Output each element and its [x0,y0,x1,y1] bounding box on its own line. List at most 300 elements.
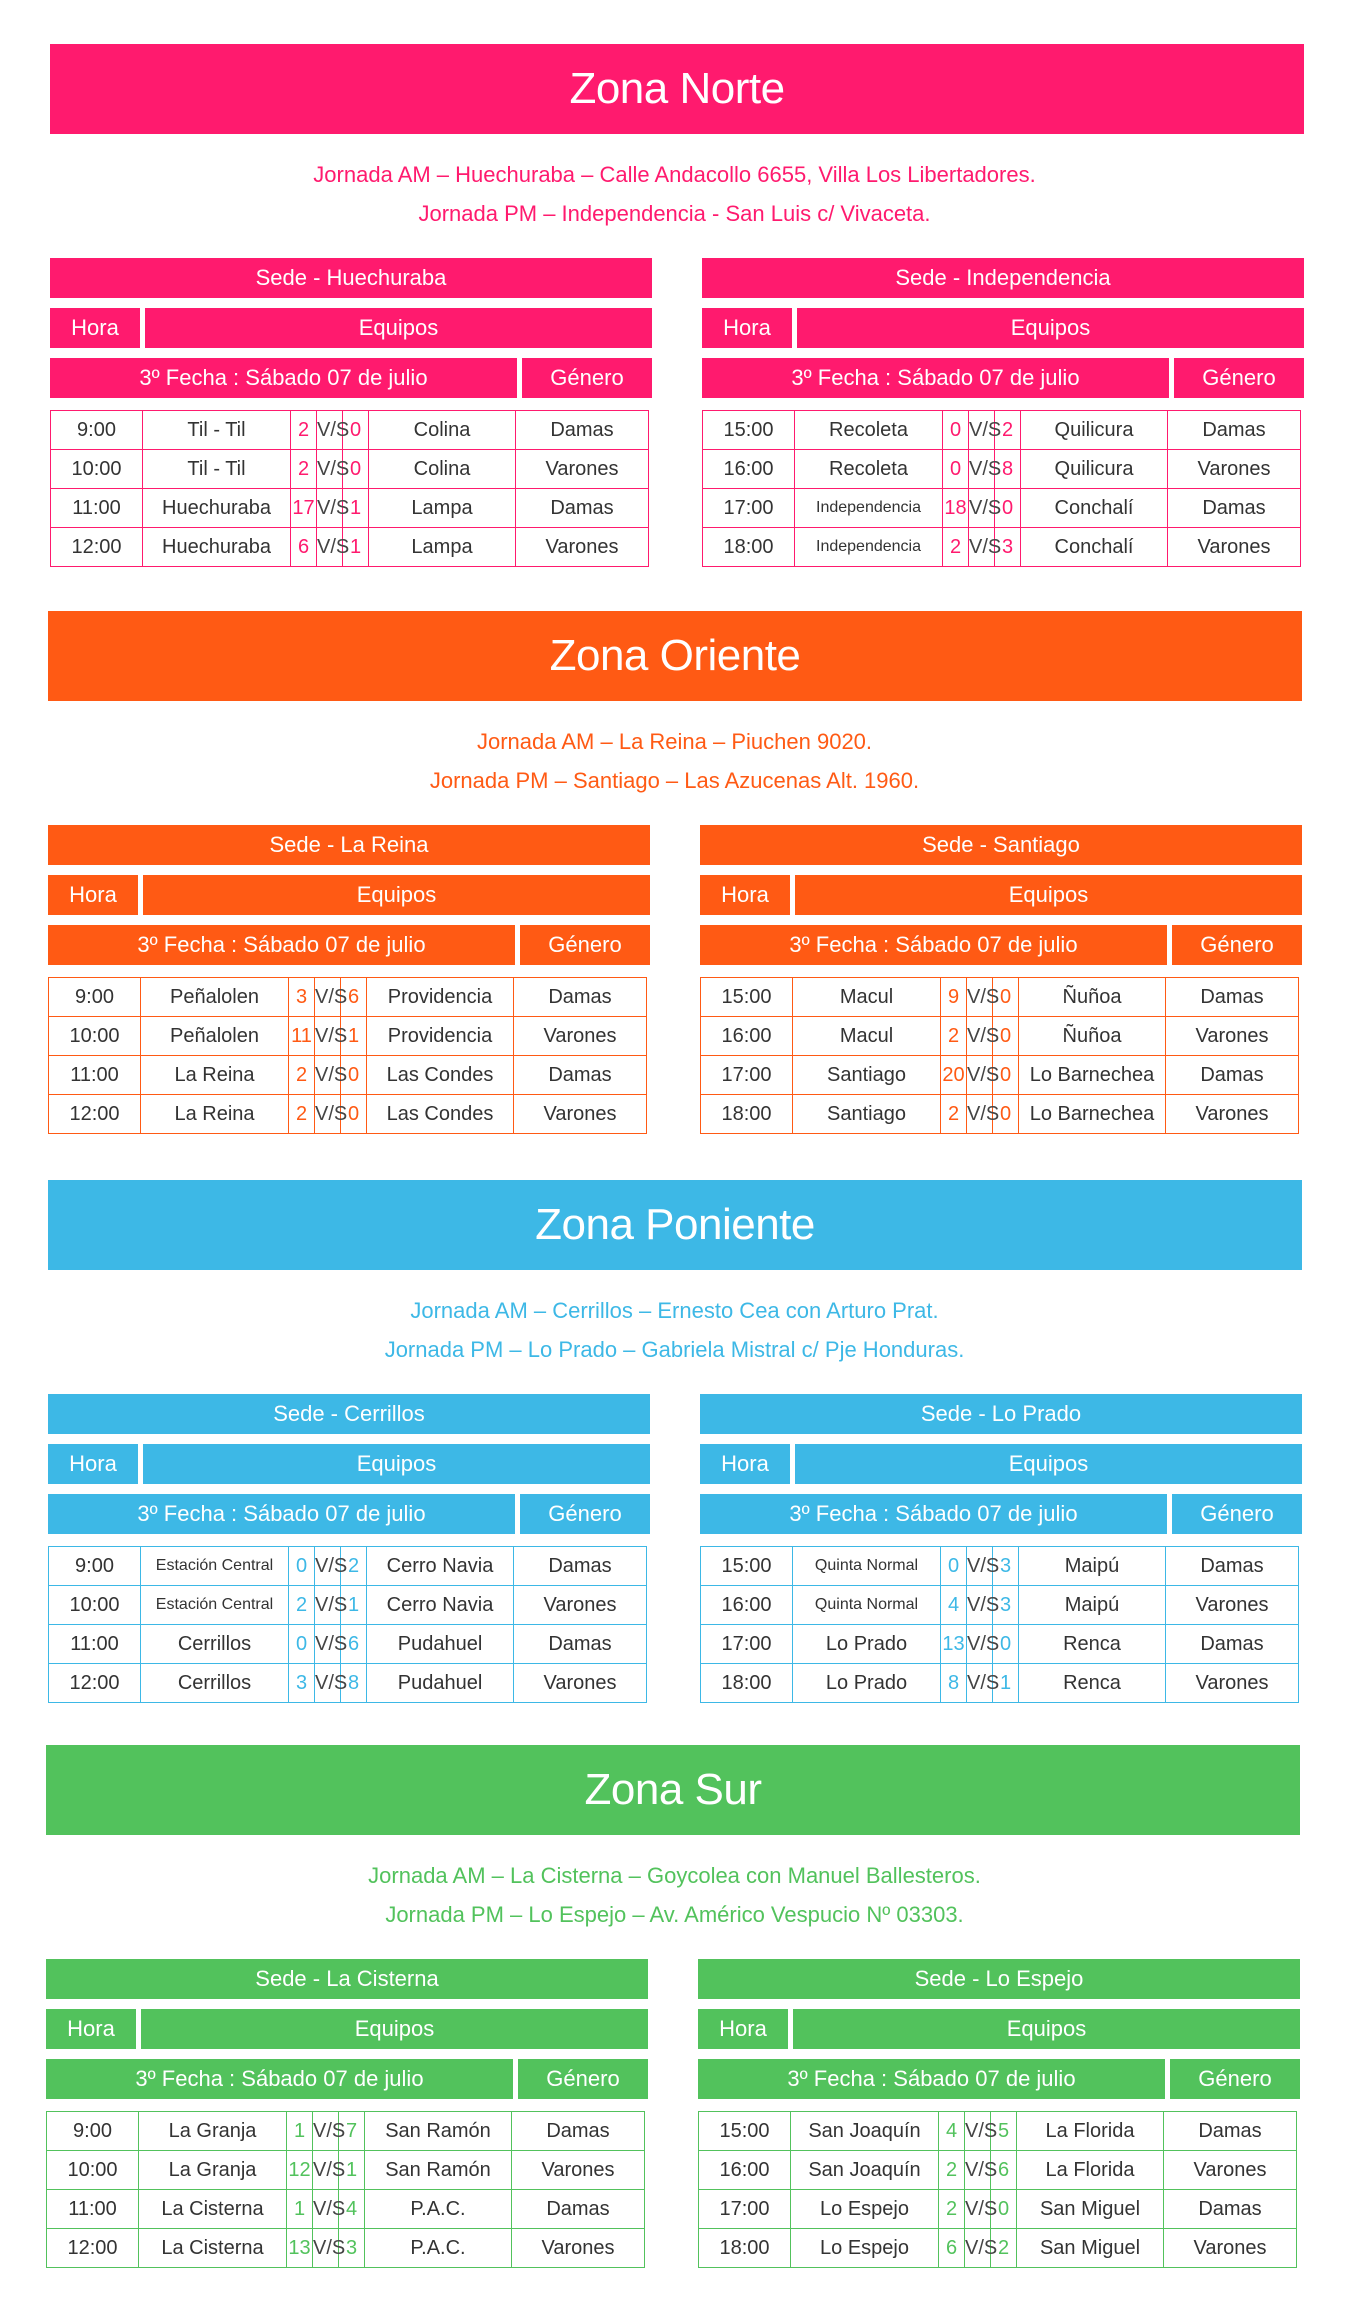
genero-cell: Damas [512,2112,645,2151]
local-score-cell: 0 [943,450,969,489]
hora-cell: 11:00 [51,489,143,528]
visit-score-cell: 6 [341,978,367,1017]
visit-score-cell: 2 [995,411,1021,450]
visit-team-cell: Conchalí [1021,528,1168,567]
sede-block [50,258,652,568]
hora-cell: 9:00 [49,1547,141,1586]
visit-team-cell: Colina [369,411,516,450]
genero-header: Género [1174,358,1304,398]
games-table [700,977,1299,1134]
local-score-cell: 2 [289,1056,315,1095]
games-table [48,977,647,1134]
visit-score-cell: 8 [341,1664,367,1703]
local-team-cell: La Granja [139,2112,287,2151]
genero-header: Género [522,358,652,398]
table-row [699,2151,1297,2190]
sede-block [702,258,1304,568]
versus-cell: V/S [315,1586,341,1625]
genero-cell: Varones [1164,2229,1297,2268]
equipos-header: Equipos [143,1444,650,1484]
sede-title: Sede - Independencia [702,258,1304,298]
local-team-cell: Huechuraba [143,528,291,567]
hora-header: Hora [702,308,792,348]
genero-cell: Varones [1168,528,1301,567]
fecha-header: 3º Fecha : Sábado 07 de julio [700,925,1167,965]
jornada-am: Jornada AM – Huechuraba – Calle Andacollo 6655, Villa Los Libertadores. [313,162,1036,187]
sede-title: Sede - La Cisterna [46,1959,648,1999]
genero-header: Género [1172,925,1302,965]
hora-header: Hora [698,2009,788,2049]
local-score-cell: 13 [941,1625,967,1664]
genero-cell: Varones [516,450,649,489]
visit-score-cell: 1 [993,1664,1019,1703]
genero-cell: Varones [516,528,649,567]
versus-cell: V/S [317,411,343,450]
jornada-pm: Jornada PM – Lo Prado – Gabriela Mistral c/ Pje Honduras. [384,1337,965,1362]
visit-team-cell: San Ramón [365,2112,512,2151]
hora-cell: 18:00 [701,1095,793,1134]
hora-cell: 15:00 [701,978,793,1017]
genero-header: Género [520,1494,650,1534]
genero-cell: Damas [1166,1547,1299,1586]
local-score-cell: 0 [941,1547,967,1586]
games-table [702,410,1301,567]
sede-title: Sede - La Reina [48,825,650,865]
local-team-cell: Lo Prado [793,1664,941,1703]
hora-cell: 17:00 [699,2190,791,2229]
local-team-cell: Macul [793,978,941,1017]
hora-cell: 18:00 [701,1664,793,1703]
visit-score-cell: 3 [995,528,1021,567]
sede-block [46,1959,648,2269]
table-row [699,2190,1297,2229]
local-team-cell: San Joaquín [791,2112,939,2151]
local-team-cell: La Cisterna [139,2229,287,2268]
local-team-cell: Til - Til [143,411,291,450]
local-team-cell: Lo Espejo [791,2190,939,2229]
jornada-pm: Jornada PM – Lo Espejo – Av. Américo Vespucio Nº 03303. [385,1902,964,1927]
zone-title: Zona Norte [50,44,1304,134]
sede-title: Sede - Huechuraba [50,258,652,298]
local-score-cell: 2 [941,1017,967,1056]
visit-team-cell: Providencia [367,1017,514,1056]
visit-score-cell: 6 [991,2151,1017,2190]
visit-team-cell: Lo Barnechea [1019,1095,1166,1134]
table-row [49,1586,647,1625]
genero-cell: Varones [512,2229,645,2268]
genero-cell: Varones [1164,2151,1297,2190]
visit-score-cell: 0 [995,489,1021,528]
games-table [48,1546,647,1703]
visit-team-cell: Renca [1019,1625,1166,1664]
hora-cell: 15:00 [699,2112,791,2151]
visit-team-cell: Ñuñoa [1019,1017,1166,1056]
hora-cell: 12:00 [51,528,143,567]
versus-cell: V/S [315,1625,341,1664]
genero-header: Género [520,925,650,965]
visit-score-cell: 0 [993,1625,1019,1664]
genero-header: Género [1172,1494,1302,1534]
versus-cell: V/S [313,2151,339,2190]
visit-score-cell: 0 [993,1095,1019,1134]
visit-team-cell: Quilicura [1021,450,1168,489]
table-row [49,1625,647,1664]
hora-cell: 16:00 [699,2151,791,2190]
visit-score-cell: 6 [341,1625,367,1664]
visit-team-cell: La Florida [1017,2151,1164,2190]
hora-cell: 11:00 [49,1625,141,1664]
visit-team-cell: Cerro Navia [367,1547,514,1586]
local-team-cell: Cerrillos [141,1664,289,1703]
local-score-cell: 6 [291,528,317,567]
table-row [49,1664,647,1703]
visit-team-cell: La Florida [1017,2112,1164,2151]
genero-cell: Damas [516,411,649,450]
genero-cell: Damas [1168,411,1301,450]
visit-score-cell: 7 [339,2112,365,2151]
visit-team-cell: Maipú [1019,1586,1166,1625]
local-team-cell: Peñalolen [141,1017,289,1056]
local-score-cell: 6 [939,2229,965,2268]
hora-cell: 12:00 [49,1095,141,1134]
equipos-header: Equipos [143,875,650,915]
visit-team-cell: San Ramón [365,2151,512,2190]
visit-score-cell: 4 [339,2190,365,2229]
local-score-cell: 18 [943,489,969,528]
local-score-cell: 0 [289,1625,315,1664]
sede-title: Sede - Lo Prado [700,1394,1302,1434]
equipos-header: Equipos [797,308,1304,348]
table-row [703,450,1301,489]
sede-title: Sede - Santiago [700,825,1302,865]
hora-cell: 10:00 [49,1586,141,1625]
local-team-cell: Quinta Normal [793,1547,941,1586]
local-team-cell: La Cisterna [139,2190,287,2229]
games-table [700,1546,1299,1703]
visit-score-cell: 2 [341,1547,367,1586]
sede-block [700,825,1302,1135]
hora-cell: 11:00 [49,1056,141,1095]
versus-cell: V/S [965,2112,991,2151]
hora-header: Hora [48,875,138,915]
table-row [47,2190,645,2229]
jornada-am: Jornada AM – La Cisterna – Goycolea con Manuel Ballesteros. [368,1863,981,1888]
versus-cell: V/S [967,1056,993,1095]
sede-block [700,1394,1302,1704]
jornada-am: Jornada AM – La Reina – Piuchen 9020. [476,729,873,754]
hora-cell: 9:00 [51,411,143,450]
zone-title: Zona Oriente [48,611,1302,701]
local-team-cell: Lo Espejo [791,2229,939,2268]
equipos-header: Equipos [793,2009,1300,2049]
versus-cell: V/S [317,489,343,528]
local-score-cell: 9 [941,978,967,1017]
local-score-cell: 3 [289,978,315,1017]
local-team-cell: La Reina [141,1095,289,1134]
hora-cell: 16:00 [701,1586,793,1625]
visit-score-cell: 1 [341,1017,367,1056]
table-row [51,450,649,489]
table-row [701,1664,1299,1703]
versus-cell: V/S [965,2229,991,2268]
versus-cell: V/S [967,1095,993,1134]
visit-team-cell: Conchalí [1021,489,1168,528]
hora-cell: 18:00 [703,528,795,567]
jornada-pm: Jornada PM – Independencia - San Luis c/ Vivaceta. [418,201,931,226]
versus-cell: V/S [967,1664,993,1703]
local-score-cell: 20 [941,1056,967,1095]
table-row [49,1547,647,1586]
visit-score-cell: 8 [995,450,1021,489]
hora-header: Hora [48,1444,138,1484]
fecha-header: 3º Fecha : Sábado 07 de julio [46,2059,513,2099]
hora-cell: 15:00 [703,411,795,450]
versus-cell: V/S [315,1095,341,1134]
local-score-cell: 2 [939,2190,965,2229]
visit-score-cell: 1 [341,1586,367,1625]
table-row [701,1095,1299,1134]
visit-team-cell: P.A.C. [365,2190,512,2229]
genero-cell: Varones [514,1664,647,1703]
genero-cell: Varones [1168,450,1301,489]
hora-cell: 10:00 [51,450,143,489]
versus-cell: V/S [967,1547,993,1586]
genero-cell: Varones [1166,1095,1299,1134]
versus-cell: V/S [969,489,995,528]
hora-header: Hora [700,875,790,915]
visit-team-cell: San Miguel [1017,2229,1164,2268]
games-table [698,2111,1297,2268]
table-row [701,978,1299,1017]
hora-header: Hora [700,1444,790,1484]
local-team-cell: Til - Til [143,450,291,489]
hora-cell: 12:00 [49,1664,141,1703]
local-score-cell: 2 [943,528,969,567]
table-row [701,1625,1299,1664]
versus-cell: V/S [315,1017,341,1056]
versus-cell: V/S [967,1625,993,1664]
visit-score-cell: 3 [339,2229,365,2268]
local-score-cell: 2 [291,411,317,450]
zone-title: Zona Sur [46,1745,1300,1835]
local-team-cell: Peñalolen [141,978,289,1017]
visit-team-cell: Colina [369,450,516,489]
fecha-header: 3º Fecha : Sábado 07 de julio [50,358,517,398]
local-score-cell: 0 [943,411,969,450]
local-score-cell: 17 [291,489,317,528]
table-row [49,978,647,1017]
visit-score-cell: 1 [343,489,369,528]
visit-score-cell: 0 [993,1017,1019,1056]
versus-cell: V/S [313,2190,339,2229]
table-row [701,1017,1299,1056]
visit-team-cell: P.A.C. [365,2229,512,2268]
table-row [47,2229,645,2268]
hora-cell: 11:00 [47,2190,139,2229]
visit-team-cell: San Miguel [1017,2190,1164,2229]
visit-score-cell: 0 [341,1056,367,1095]
genero-cell: Varones [514,1095,647,1134]
local-score-cell: 2 [941,1095,967,1134]
visit-score-cell: 0 [341,1095,367,1134]
versus-cell: V/S [967,1586,993,1625]
fecha-header: 3º Fecha : Sábado 07 de julio [48,1494,515,1534]
hora-cell: 15:00 [701,1547,793,1586]
versus-cell: V/S [969,528,995,567]
versus-cell: V/S [965,2151,991,2190]
local-team-cell: Santiago [793,1095,941,1134]
hora-cell: 17:00 [701,1625,793,1664]
versus-cell: V/S [315,1547,341,1586]
local-team-cell: Quinta Normal [793,1586,941,1625]
hora-cell: 10:00 [49,1017,141,1056]
visit-team-cell: Las Condes [367,1056,514,1095]
table-row [51,528,649,567]
hora-cell: 16:00 [701,1017,793,1056]
visit-team-cell: Providencia [367,978,514,1017]
sede-title: Sede - Cerrillos [48,1394,650,1434]
versus-cell: V/S [965,2190,991,2229]
equipos-header: Equipos [141,2009,648,2049]
versus-cell: V/S [313,2112,339,2151]
table-row [701,1547,1299,1586]
local-score-cell: 2 [939,2151,965,2190]
table-row [701,1586,1299,1625]
local-team-cell: Macul [793,1017,941,1056]
visit-team-cell: Las Condes [367,1095,514,1134]
genero-cell: Damas [1168,489,1301,528]
versus-cell: V/S [313,2229,339,2268]
local-score-cell: 2 [291,450,317,489]
visit-team-cell: Ñuñoa [1019,978,1166,1017]
genero-cell: Damas [516,489,649,528]
fecha-header: 3º Fecha : Sábado 07 de julio [48,925,515,965]
table-row [703,528,1301,567]
local-score-cell: 4 [939,2112,965,2151]
genero-cell: Damas [1166,1056,1299,1095]
local-score-cell: 3 [289,1664,315,1703]
zone-title: Zona Poniente [48,1180,1302,1270]
genero-cell: Varones [1166,1664,1299,1703]
sede-block [48,825,650,1135]
local-team-cell: Estación Central [141,1586,289,1625]
local-score-cell: 2 [289,1095,315,1134]
visit-team-cell: Lo Barnechea [1019,1056,1166,1095]
local-score-cell: 12 [287,2151,313,2190]
visit-team-cell: Renca [1019,1664,1166,1703]
sede-block [698,1959,1300,2269]
genero-cell: Damas [512,2190,645,2229]
local-score-cell: 8 [941,1664,967,1703]
fecha-header: 3º Fecha : Sábado 07 de julio [700,1494,1167,1534]
visit-score-cell: 0 [993,978,1019,1017]
visit-score-cell: 2 [991,2229,1017,2268]
table-row [701,1056,1299,1095]
hora-cell: 9:00 [47,2112,139,2151]
table-row [49,1095,647,1134]
local-team-cell: Recoleta [795,450,943,489]
sede-title: Sede - Lo Espejo [698,1959,1300,1999]
genero-cell: Varones [514,1586,647,1625]
versus-cell: V/S [315,1056,341,1095]
jornada-am: Jornada AM – Cerrillos – Ernesto Cea con Arturo Prat. [410,1298,939,1323]
fecha-header: 3º Fecha : Sábado 07 de julio [702,358,1169,398]
versus-cell: V/S [969,411,995,450]
versus-cell: V/S [969,450,995,489]
fecha-header: 3º Fecha : Sábado 07 de julio [698,2059,1165,2099]
versus-cell: V/S [315,1664,341,1703]
local-team-cell: Independencia [795,489,943,528]
table-row [47,2151,645,2190]
hora-cell: 18:00 [699,2229,791,2268]
versus-cell: V/S [967,978,993,1017]
genero-cell: Damas [1164,2112,1297,2151]
versus-cell: V/S [315,978,341,1017]
local-score-cell: 1 [287,2112,313,2151]
visit-team-cell: Lampa [369,489,516,528]
genero-cell: Varones [514,1017,647,1056]
visit-score-cell: 0 [343,450,369,489]
local-score-cell: 13 [287,2229,313,2268]
genero-header: Género [1170,2059,1300,2099]
local-team-cell: San Joaquín [791,2151,939,2190]
hora-cell: 12:00 [47,2229,139,2268]
genero-cell: Damas [514,978,647,1017]
hora-cell: 10:00 [47,2151,139,2190]
local-team-cell: Santiago [793,1056,941,1095]
hora-cell: 9:00 [49,978,141,1017]
local-score-cell: 1 [287,2190,313,2229]
local-score-cell: 0 [289,1547,315,1586]
genero-cell: Damas [1166,1625,1299,1664]
genero-cell: Varones [1166,1017,1299,1056]
local-team-cell: Independencia [795,528,943,567]
visit-score-cell: 3 [993,1586,1019,1625]
jornada-pm: Jornada PM – Santiago – Las Azucenas Alt. 1960. [429,768,920,793]
table-row [703,411,1301,450]
hora-cell: 17:00 [701,1056,793,1095]
visit-score-cell: 0 [993,1056,1019,1095]
visit-score-cell: 3 [993,1547,1019,1586]
local-team-cell: Estación Central [141,1547,289,1586]
visit-team-cell: Cerro Navia [367,1586,514,1625]
local-team-cell: La Granja [139,2151,287,2190]
local-score-cell: 4 [941,1586,967,1625]
visit-team-cell: Pudahuel [367,1664,514,1703]
visit-team-cell: Quilicura [1021,411,1168,450]
games-table [50,410,649,567]
visit-score-cell: 0 [343,411,369,450]
local-team-cell: Lo Prado [793,1625,941,1664]
table-row [51,489,649,528]
hora-header: Hora [50,308,140,348]
local-score-cell: 2 [289,1586,315,1625]
genero-cell: Damas [1166,978,1299,1017]
genero-cell: Varones [512,2151,645,2190]
hora-cell: 16:00 [703,450,795,489]
local-score-cell: 11 [289,1017,315,1056]
genero-cell: Damas [514,1625,647,1664]
versus-cell: V/S [317,528,343,567]
table-row [699,2112,1297,2151]
visit-score-cell: 1 [343,528,369,567]
visit-team-cell: Maipú [1019,1547,1166,1586]
table-row [47,2112,645,2151]
table-row [51,411,649,450]
sede-block [48,1394,650,1704]
games-table [46,2111,645,2268]
local-team-cell: La Reina [141,1056,289,1095]
